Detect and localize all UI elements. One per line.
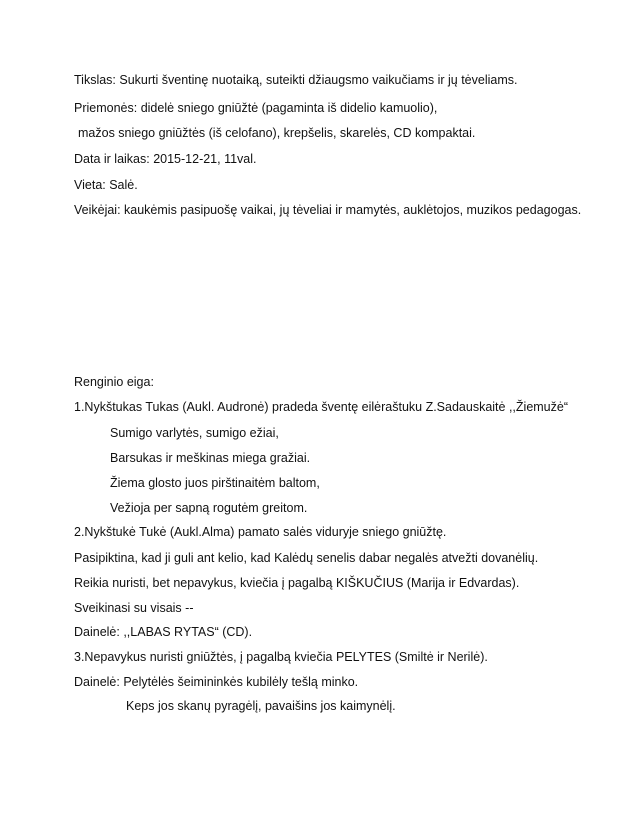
poem-line-2: Barsukas ir meškinas miega gražiai. bbox=[110, 451, 311, 465]
step-2: 2.Nykštukė Tukė (Aukl.Alma) pamato salės viduryje sniego gniūžtę. bbox=[74, 525, 447, 539]
characters-line: Veikėjai: kaukėmis pasipuošę vaikai, jų tėveliai ir mamytės, auklėtojos, muzikos pedagogas. bbox=[74, 203, 582, 217]
poem-line-1: Sumigo varlytės, sumigo ežiai, bbox=[110, 426, 279, 440]
materials-line-1: Priemonės: didelė sniego gniūžtė (pagaminta iš didelio kamuolio), bbox=[74, 101, 438, 115]
poem-line-4: Vežioja per sapną rogutėm greitom. bbox=[110, 501, 308, 515]
materials-line-2: mažos sniego gniūžtės (iš celofano), krepšelis, skarelės, CD kompaktai. bbox=[78, 126, 476, 140]
step-2-line-a: Pasipiktina, kad ji guli ant kelio, kad Kalėdų senelis dabar negalės atvežti dovanėlių. bbox=[74, 551, 539, 565]
place-line: Vieta: Salė. bbox=[74, 178, 138, 192]
step-3: 3.Nepavykus nuristi gniūžtės, į pagalbą kviečia PELYTES (Smiltė ir Nerilė). bbox=[74, 650, 488, 664]
date-line: Data ir laikas: 2015-12-21, 11val. bbox=[74, 152, 257, 166]
song-2-continuation: Keps jos skanų pyragėlį, pavaišins jos kaimynėlį. bbox=[126, 699, 396, 713]
step-2-line-c: Sveikinasi su visais -- bbox=[74, 601, 194, 615]
step-2-line-b: Reikia nuristi, bet nepavykus, kviečia į pagalbą KIŠKUČIUS (Marija ir Edvardas). bbox=[74, 576, 520, 590]
program-heading: Renginio eiga: bbox=[74, 375, 154, 389]
song-1: Dainelė: ,,LABAS RYTAS“ (CD). bbox=[74, 625, 253, 639]
goal-line: Tikslas: Sukurti šventinę nuotaiką, suteikti džiaugsmo vaikučiams ir jų tėveliams. bbox=[74, 73, 518, 87]
song-2: Dainelė: Pelytėlės šeimininkės kubilėly tešlą minko. bbox=[74, 675, 359, 689]
poem-line-3: Žiema glosto juos pirštinaitėm baltom, bbox=[110, 476, 320, 490]
step-1: 1.Nykštukas Tukas (Aukl. Audronė) pradeda šventę eilėraštuku Z.Sadauskaitė ,,Žiemužė“ bbox=[74, 400, 568, 414]
